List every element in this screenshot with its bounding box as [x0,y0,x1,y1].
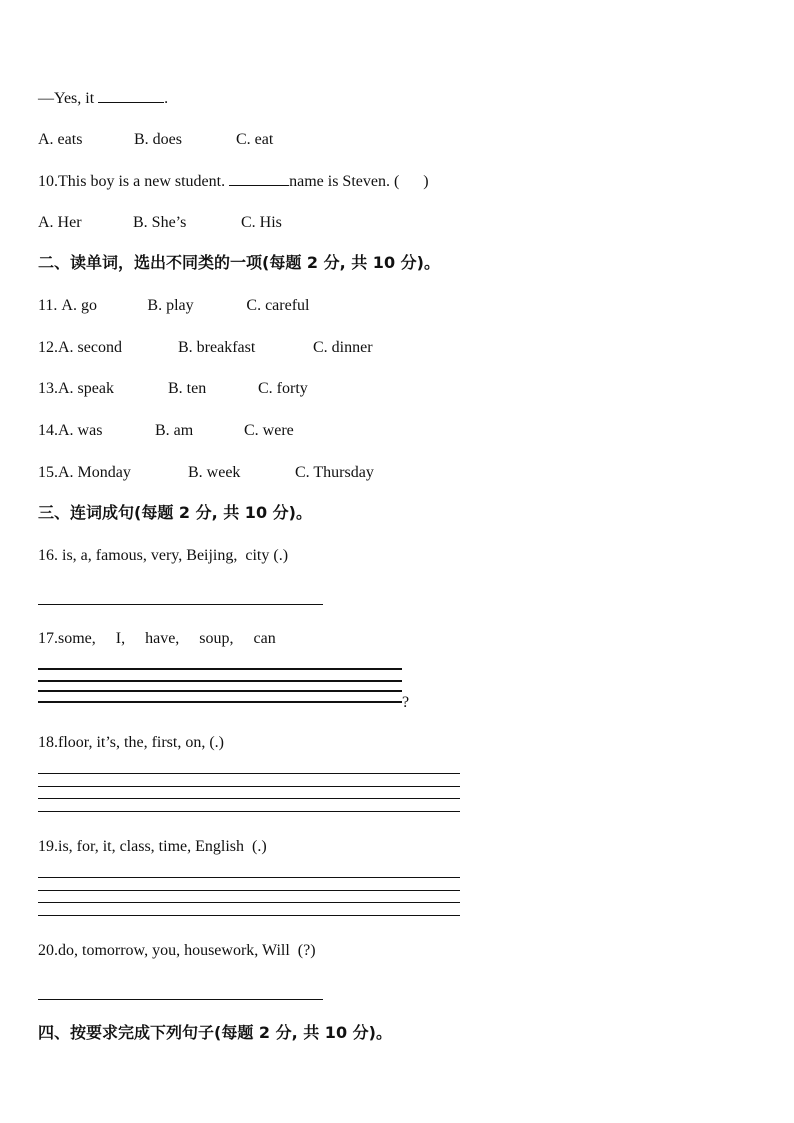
q10-option-c[interactable]: C. His [241,214,282,231]
q9-answer-line [38,88,168,109]
q11-row [38,296,309,316]
q15-option-a[interactable]: A. Monday [58,464,131,481]
q19-answer-line-1[interactable] [38,877,460,878]
q15-option-c[interactable]: C. Thursday [295,464,374,481]
section4-title: 四、按要求完成下列句子(每题 2 分, 共 10 分)。 [38,1023,392,1042]
q10-number: 10. [38,173,58,190]
q20-row [38,941,316,961]
q9-blank[interactable] [98,88,164,103]
q20-words: do, tomorrow, you, housework, Will (?) [58,942,316,959]
q12-number: 12. [38,339,58,356]
q11-option-b[interactable]: B. play [147,297,194,314]
q17-answer-line-4[interactable] [38,701,402,703]
q10-option-b[interactable]: B. She’s [133,214,187,231]
q17-answer-line-2[interactable] [38,680,402,682]
q10-options [38,213,282,233]
q18-answer-line-4[interactable] [38,811,460,812]
q17-answer-line-1[interactable] [38,668,402,670]
q14-number: 14. [38,422,58,439]
section3-title: 三、连词成句(每题 2 分, 共 10 分)。 [38,503,312,522]
q13-option-b[interactable]: B. ten [168,380,207,397]
q16-number: 16. [38,547,62,564]
q13-option-a[interactable]: A. speak [58,380,114,397]
section2-title: 二、读单词，选出不同类的一项(每题 2 分, 共 10 分)。 [38,253,440,272]
q13-number: 13. [38,380,58,397]
q13-option-c[interactable]: C. forty [258,380,308,397]
q19-words: is, for, it, class, time, English (.) [58,838,267,855]
q13-row [38,379,308,399]
q12-option-a[interactable]: A. second [58,339,122,356]
q17-question-mark: ? [402,694,410,711]
q18-row [38,733,224,753]
q9-option-b[interactable]: B. does [134,131,182,148]
q19-row [38,837,267,857]
q10-blank[interactable] [229,171,289,186]
q18-answer-line-3[interactable] [38,798,460,799]
q15-number: 15. [38,464,58,481]
q10-stem-after: name is Steven. ( ) [289,173,429,190]
q17-words: some, I, have, soup, can [58,630,276,647]
q9-options [38,130,273,150]
q12-option-b[interactable]: B. breakfast [178,339,256,356]
q19-number: 19. [38,838,58,855]
q19-answer-line-4[interactable] [38,915,460,916]
q9-option-c[interactable]: C. eat [236,131,274,148]
q10-stem-before: This boy is a new student. [58,173,230,190]
q14-option-b[interactable]: B. am [155,422,194,439]
q18-number: 18. [38,734,58,751]
q10-stem [38,171,429,192]
q14-row [38,421,294,441]
q16-answer-line[interactable] [38,604,323,605]
q16-row [38,546,288,566]
q11-option-a[interactable]: A. go [61,297,97,314]
q20-answer-line[interactable] [38,999,323,1000]
q15-row [38,463,374,483]
q14-option-a[interactable]: A. was [58,422,103,439]
q15-option-b[interactable]: B. week [188,464,241,481]
q16-words: is, a, famous, very, Beijing, city (.) [62,547,289,564]
q12-option-c[interactable]: C. dinner [313,339,373,356]
q11-number: 11. [38,297,62,314]
q10-option-a[interactable]: A. Her [38,214,82,231]
q9-answer-suffix: . [164,90,169,107]
q9-option-a[interactable]: A. eats [38,131,83,148]
q19-answer-line-2[interactable] [38,890,460,891]
q14-option-c[interactable]: C. were [244,422,294,439]
q19-answer-line-3[interactable] [38,902,460,903]
q18-answer-line-2[interactable] [38,786,460,787]
q12-row [38,338,373,358]
q11-option-c[interactable]: C. careful [246,297,310,314]
q17-number: 17. [38,630,58,647]
q20-number: 20. [38,942,58,959]
q17-answer-line-3[interactable] [38,690,402,692]
q18-words: floor, it’s, the, first, on, (.) [58,734,224,751]
q17-row [38,629,276,649]
q9-answer-prefix: —Yes, it [38,90,99,107]
q18-answer-line-1[interactable] [38,773,460,774]
